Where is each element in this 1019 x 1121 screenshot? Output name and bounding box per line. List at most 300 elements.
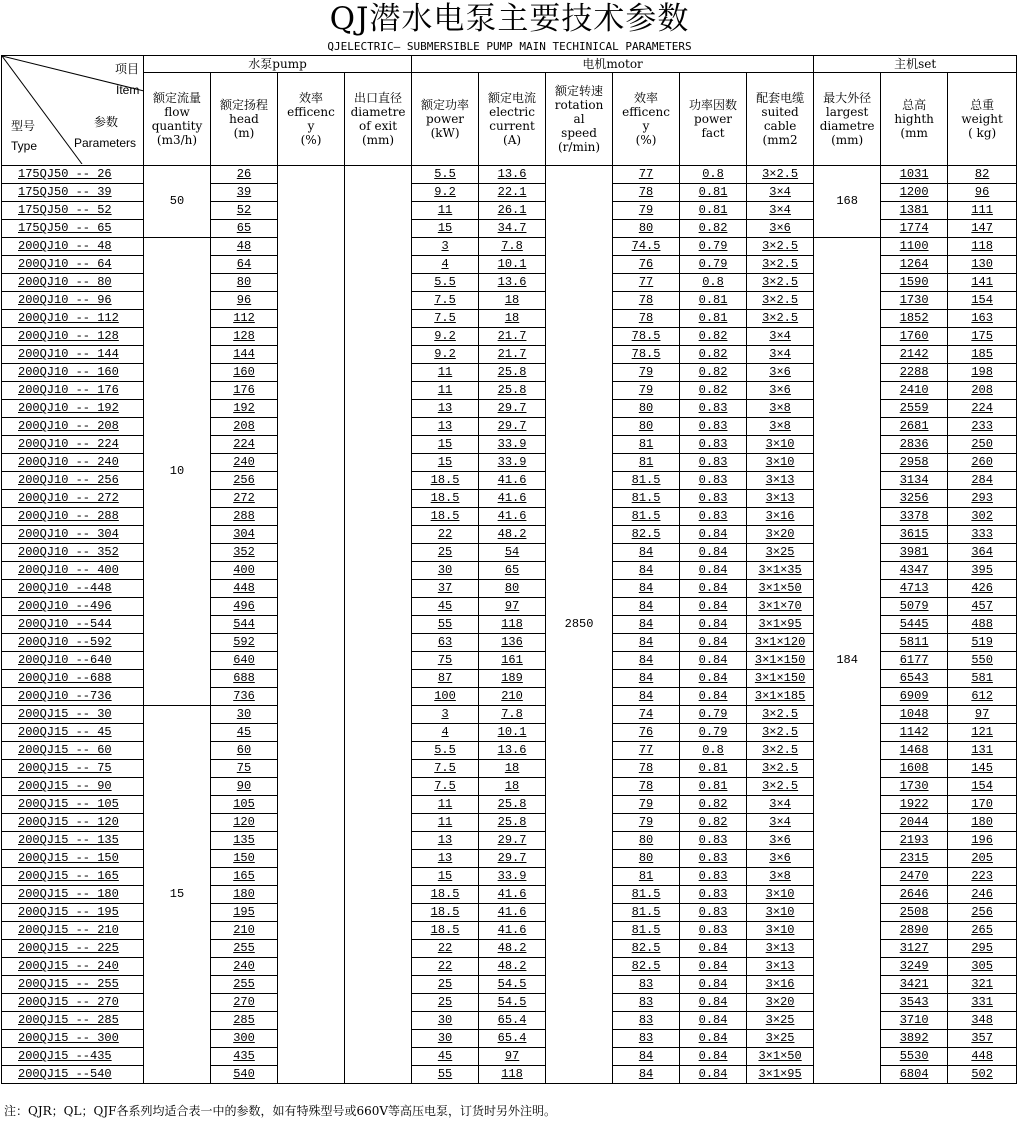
model-cell: 200QJ10 -- 48 [2, 238, 144, 256]
weight-cell: 448 [948, 1048, 1017, 1066]
current-cell: 18 [479, 310, 546, 328]
head-cell: 75 [211, 760, 278, 778]
current-cell: 29.7 [479, 850, 546, 868]
power-cell: 5.5 [412, 274, 479, 292]
height-cell: 2958 [881, 454, 948, 472]
power-cell: 5.5 [412, 742, 479, 760]
motor-efficiency-cell: 84 [613, 544, 680, 562]
column-header-line: (%) [300, 133, 322, 147]
motor-efficiency-cell: 83 [613, 1012, 680, 1030]
power-factor-cell: 0.82 [680, 796, 747, 814]
power-cell: 15 [412, 436, 479, 454]
weight-cell: 121 [948, 724, 1017, 742]
column-header-cable [747, 73, 814, 166]
model-cell: 200QJ10 -- 64 [2, 256, 144, 274]
column-header-line: ( kg) [968, 126, 997, 140]
power-cell: 13 [412, 400, 479, 418]
model-cell: 200QJ10 -- 272 [2, 490, 144, 508]
power-factor-cell: 0.8 [680, 274, 747, 292]
column-header-line: 额定流量 [152, 91, 201, 105]
current-cell: 97 [479, 1048, 546, 1066]
column-header-motor-efficiency [613, 73, 680, 166]
model-cell: 200QJ10 --640 [2, 652, 144, 670]
head-cell: 592 [211, 634, 278, 652]
flow-cell: 10 [144, 238, 211, 706]
column-header-speed [546, 73, 613, 166]
power-factor-cell: 0.82 [680, 382, 747, 400]
height-cell: 3134 [881, 472, 948, 490]
column-header-line: electric [489, 105, 535, 119]
head-cell: 64 [211, 256, 278, 274]
head-cell: 255 [211, 976, 278, 994]
cable-cell: 3×6 [747, 382, 814, 400]
head-cell: 240 [211, 454, 278, 472]
head-cell: 26 [211, 166, 278, 184]
height-cell: 3378 [881, 508, 948, 526]
head-cell: 448 [211, 580, 278, 598]
current-cell: 41.6 [479, 472, 546, 490]
power-cell: 9.2 [412, 184, 479, 202]
column-header-line: cable [763, 119, 797, 133]
model-cell: 200QJ10 -- 400 [2, 562, 144, 580]
current-cell: 13.6 [479, 742, 546, 760]
column-header-line: 额定扬程 [219, 98, 268, 112]
weight-cell: 147 [948, 220, 1017, 238]
head-cell: 240 [211, 958, 278, 976]
column-header-line: 出口直径 [354, 91, 403, 105]
model-cell: 200QJ10 -- 160 [2, 364, 144, 382]
motor-efficiency-cell: 80 [613, 220, 680, 238]
height-cell: 1381 [881, 202, 948, 220]
head-cell: 270 [211, 994, 278, 1012]
current-cell: 21.7 [479, 346, 546, 364]
height-cell: 3892 [881, 1030, 948, 1048]
current-cell: 7.8 [479, 238, 546, 256]
cable-cell: 3×8 [747, 418, 814, 436]
model-cell: 200QJ15 --540 [2, 1066, 144, 1084]
height-cell: 4713 [881, 580, 948, 598]
column-header-pump-efficiency [278, 73, 345, 166]
cable-cell: 3×4 [747, 814, 814, 832]
column-header-line: diametre [819, 119, 875, 133]
current-cell: 118 [479, 616, 546, 634]
cable-cell: 3×10 [747, 904, 814, 922]
power-cell: 75 [412, 652, 479, 670]
model-cell: 200QJ10 -- 144 [2, 346, 144, 364]
current-cell: 48.2 [479, 526, 546, 544]
power-cell: 3 [412, 238, 479, 256]
cable-cell: 3×25 [747, 544, 814, 562]
power-factor-cell: 0.8 [680, 742, 747, 760]
column-header-line: flow [164, 105, 190, 119]
power-factor-cell: 0.84 [680, 688, 747, 706]
motor-efficiency-cell: 84 [613, 598, 680, 616]
weight-cell: 141 [948, 274, 1017, 292]
motor-efficiency-cell: 81 [613, 436, 680, 454]
cable-cell: 3×10 [747, 922, 814, 940]
weight-cell: 82 [948, 166, 1017, 184]
power-factor-cell: 0.83 [680, 904, 747, 922]
model-cell: 200QJ15 -- 270 [2, 994, 144, 1012]
motor-efficiency-cell: 78 [613, 778, 680, 796]
motor-efficiency-cell: 82.5 [613, 940, 680, 958]
power-cell: 22 [412, 940, 479, 958]
current-cell: 210 [479, 688, 546, 706]
column-header-line: 额定电流 [488, 91, 537, 105]
current-cell: 34.7 [479, 220, 546, 238]
model-cell: 200QJ15 -- 135 [2, 832, 144, 850]
column-header-line: (%) [635, 133, 657, 147]
weight-cell: 130 [948, 256, 1017, 274]
column-header-line: suited [761, 105, 799, 119]
cable-cell: 3×20 [747, 526, 814, 544]
head-cell: 150 [211, 850, 278, 868]
cable-cell: 3×6 [747, 850, 814, 868]
column-header-line: 总高 [902, 98, 927, 112]
weight-cell: 260 [948, 454, 1017, 472]
height-cell: 1730 [881, 778, 948, 796]
power-cell: 11 [412, 796, 479, 814]
weight-cell: 331 [948, 994, 1017, 1012]
column-header-line: weight [961, 112, 1003, 126]
motor-efficiency-cell: 76 [613, 724, 680, 742]
column-header-exit-diameter [345, 73, 412, 166]
parameters-table [1, 55, 1017, 1084]
current-cell: 7.8 [479, 706, 546, 724]
current-cell: 10.1 [479, 256, 546, 274]
corner-type-cn: 型号 [11, 119, 36, 133]
model-cell: 200QJ10 -- 256 [2, 472, 144, 490]
column-header-line: (A) [503, 133, 522, 147]
head-cell: 128 [211, 328, 278, 346]
current-cell: 29.7 [479, 400, 546, 418]
weight-cell: 154 [948, 778, 1017, 796]
motor-efficiency-cell: 78 [613, 760, 680, 778]
weight-cell: 97 [948, 706, 1017, 724]
height-cell: 5530 [881, 1048, 948, 1066]
height-cell: 6804 [881, 1066, 948, 1084]
current-cell: 54.5 [479, 994, 546, 1012]
head-cell: 176 [211, 382, 278, 400]
motor-efficiency-cell: 77 [613, 274, 680, 292]
motor-efficiency-cell: 81.5 [613, 490, 680, 508]
power-factor-cell: 0.84 [680, 652, 747, 670]
power-factor-cell: 0.81 [680, 184, 747, 202]
column-header-line: 配套电缆 [756, 91, 805, 105]
weight-cell: 333 [948, 526, 1017, 544]
model-cell: 200QJ15 -- 165 [2, 868, 144, 886]
current-cell: 136 [479, 634, 546, 652]
current-cell: 26.1 [479, 202, 546, 220]
height-cell: 5445 [881, 616, 948, 634]
motor-efficiency-cell: 77 [613, 742, 680, 760]
power-cell: 13 [412, 832, 479, 850]
weight-cell: 321 [948, 976, 1017, 994]
model-cell: 200QJ15 -- 150 [2, 850, 144, 868]
height-cell: 3710 [881, 1012, 948, 1030]
column-header-line: (mm2 [762, 133, 798, 147]
height-cell: 3256 [881, 490, 948, 508]
head-cell: 135 [211, 832, 278, 850]
model-cell: 200QJ15 -- 300 [2, 1030, 144, 1048]
weight-cell: 118 [948, 238, 1017, 256]
column-header-line: 总重 [970, 98, 995, 112]
power-factor-cell: 0.84 [680, 994, 747, 1012]
cable-cell: 3×1×150 [747, 670, 814, 688]
head-cell: 736 [211, 688, 278, 706]
power-factor-cell: 0.83 [680, 508, 747, 526]
height-cell: 1048 [881, 706, 948, 724]
head-cell: 540 [211, 1066, 278, 1084]
power-factor-cell: 0.82 [680, 364, 747, 382]
current-cell: 41.6 [479, 490, 546, 508]
motor-efficiency-cell: 84 [613, 562, 680, 580]
head-cell: 45 [211, 724, 278, 742]
weight-cell: 612 [948, 688, 1017, 706]
power-cell: 55 [412, 616, 479, 634]
weight-cell: 131 [948, 742, 1017, 760]
power-factor-cell: 0.84 [680, 1048, 747, 1066]
power-cell: 7.5 [412, 778, 479, 796]
cable-cell: 3×2.5 [747, 706, 814, 724]
motor-efficiency-cell: 80 [613, 418, 680, 436]
power-factor-cell: 0.84 [680, 562, 747, 580]
motor-efficiency-cell: 79 [613, 796, 680, 814]
column-header-line: (m) [233, 126, 255, 140]
power-factor-cell: 0.83 [680, 886, 747, 904]
power-factor-cell: 0.79 [680, 256, 747, 274]
cable-cell: 3×1×95 [747, 1066, 814, 1084]
model-cell: 175QJ50 -- 39 [2, 184, 144, 202]
height-cell: 6909 [881, 688, 948, 706]
power-factor-cell: 0.8 [680, 166, 747, 184]
power-cell: 15 [412, 454, 479, 472]
table-row [2, 238, 1017, 256]
motor-efficiency-cell: 83 [613, 976, 680, 994]
power-factor-cell: 0.84 [680, 940, 747, 958]
power-factor-cell: 0.83 [680, 832, 747, 850]
cable-cell: 3×25 [747, 1012, 814, 1030]
footnote: 注：QJR；QL；QJF各系列均适合表一中的参数，如有特殊型号或660V等高压电泵，订货时另外注明。 [4, 1104, 557, 1118]
height-cell: 2193 [881, 832, 948, 850]
table-header [2, 56, 1017, 166]
model-cell: 200QJ10 -- 352 [2, 544, 144, 562]
weight-cell: 185 [948, 346, 1017, 364]
speed-cell: 2850 [546, 166, 613, 1084]
group-header-motor: 电机motor [412, 56, 814, 73]
model-cell: 200QJ15 --435 [2, 1048, 144, 1066]
motor-efficiency-cell: 81.5 [613, 904, 680, 922]
height-cell: 3127 [881, 940, 948, 958]
model-cell: 200QJ15 -- 285 [2, 1012, 144, 1030]
power-factor-cell: 0.84 [680, 670, 747, 688]
head-cell: 90 [211, 778, 278, 796]
weight-cell: 223 [948, 868, 1017, 886]
head-cell: 272 [211, 490, 278, 508]
head-cell: 195 [211, 904, 278, 922]
column-header-line: (r/min) [558, 140, 601, 154]
cable-cell: 3×4 [747, 184, 814, 202]
power-cell: 87 [412, 670, 479, 688]
power-factor-cell: 0.84 [680, 634, 747, 652]
head-cell: 144 [211, 346, 278, 364]
model-cell: 200QJ15 -- 120 [2, 814, 144, 832]
motor-efficiency-cell: 84 [613, 688, 680, 706]
weight-cell: 519 [948, 634, 1017, 652]
height-cell: 1760 [881, 328, 948, 346]
weight-cell: 233 [948, 418, 1017, 436]
head-cell: 160 [211, 364, 278, 382]
height-cell: 3421 [881, 976, 948, 994]
head-cell: 255 [211, 940, 278, 958]
height-cell: 1200 [881, 184, 948, 202]
power-cell: 4 [412, 256, 479, 274]
column-header-power-factor [680, 73, 747, 166]
current-cell: 25.8 [479, 382, 546, 400]
height-cell: 3249 [881, 958, 948, 976]
model-cell: 200QJ10 --592 [2, 634, 144, 652]
power-cell: 18.5 [412, 508, 479, 526]
weight-cell: 96 [948, 184, 1017, 202]
column-header-line: 效率 [634, 91, 659, 105]
height-cell: 1264 [881, 256, 948, 274]
cable-cell: 3×1×120 [747, 634, 814, 652]
model-cell: 200QJ10 --448 [2, 580, 144, 598]
power-cell: 45 [412, 1048, 479, 1066]
cable-cell: 3×13 [747, 472, 814, 490]
corner-item-en: Item [116, 83, 140, 97]
column-header-head [211, 73, 278, 166]
power-cell: 11 [412, 814, 479, 832]
cable-cell: 3×1×150 [747, 652, 814, 670]
head-cell: 39 [211, 184, 278, 202]
motor-efficiency-cell: 81 [613, 454, 680, 472]
weight-cell: 305 [948, 958, 1017, 976]
head-cell: 65 [211, 220, 278, 238]
cable-cell: 3×1×50 [747, 1048, 814, 1066]
height-cell: 2890 [881, 922, 948, 940]
head-cell: 435 [211, 1048, 278, 1066]
weight-cell: 348 [948, 1012, 1017, 1030]
cable-cell: 3×13 [747, 958, 814, 976]
motor-efficiency-cell: 84 [613, 1066, 680, 1084]
column-header-height [881, 73, 948, 166]
cable-cell: 3×8 [747, 868, 814, 886]
current-cell: 10.1 [479, 724, 546, 742]
column-header-line: 额定转速 [555, 84, 604, 98]
current-cell: 118 [479, 1066, 546, 1084]
height-cell: 1922 [881, 796, 948, 814]
power-factor-cell: 0.82 [680, 328, 747, 346]
current-cell: 25.8 [479, 796, 546, 814]
column-header-line: (mm [900, 126, 928, 140]
power-factor-cell: 0.81 [680, 202, 747, 220]
power-factor-cell: 0.83 [680, 490, 747, 508]
model-cell: 200QJ15 -- 210 [2, 922, 144, 940]
cable-cell: 3×4 [747, 328, 814, 346]
power-cell: 18.5 [412, 922, 479, 940]
model-cell: 200QJ15 -- 90 [2, 778, 144, 796]
power-cell: 22 [412, 526, 479, 544]
cable-cell: 3×2.5 [747, 742, 814, 760]
column-header-weight [948, 73, 1017, 166]
motor-efficiency-cell: 78.5 [613, 346, 680, 364]
head-cell: 640 [211, 652, 278, 670]
flow-cell: 15 [144, 706, 211, 1084]
weight-cell: 293 [948, 490, 1017, 508]
height-cell: 1142 [881, 724, 948, 742]
power-factor-cell: 0.83 [680, 454, 747, 472]
corner-item-cn: 项目 [115, 62, 140, 76]
column-header-line: efficenc [287, 105, 335, 119]
weight-cell: 175 [948, 328, 1017, 346]
motor-efficiency-cell: 78.5 [613, 328, 680, 346]
head-cell: 120 [211, 814, 278, 832]
height-cell: 1100 [881, 238, 948, 256]
weight-cell: 295 [948, 940, 1017, 958]
exit-diameter-cell [345, 166, 412, 1084]
height-cell: 1608 [881, 760, 948, 778]
power-cell: 18.5 [412, 886, 479, 904]
motor-efficiency-cell: 78 [613, 292, 680, 310]
motor-efficiency-cell: 81 [613, 868, 680, 886]
weight-cell: 224 [948, 400, 1017, 418]
cable-cell: 3×1×95 [747, 616, 814, 634]
weight-cell: 395 [948, 562, 1017, 580]
current-cell: 189 [479, 670, 546, 688]
head-cell: 496 [211, 598, 278, 616]
motor-efficiency-cell: 84 [613, 652, 680, 670]
corner-header-cell [2, 56, 144, 166]
power-factor-cell: 0.81 [680, 310, 747, 328]
power-cell: 30 [412, 562, 479, 580]
column-header-largest-diameter [814, 73, 881, 166]
column-header-line: diametre [350, 105, 406, 119]
head-cell: 256 [211, 472, 278, 490]
model-cell: 175QJ50 -- 65 [2, 220, 144, 238]
power-factor-cell: 0.83 [680, 868, 747, 886]
height-cell: 4347 [881, 562, 948, 580]
power-factor-cell: 0.84 [680, 976, 747, 994]
head-cell: 48 [211, 238, 278, 256]
current-cell: 54.5 [479, 976, 546, 994]
head-cell: 304 [211, 526, 278, 544]
cable-cell: 3×10 [747, 886, 814, 904]
height-cell: 2410 [881, 382, 948, 400]
cable-cell: 3×2.5 [747, 778, 814, 796]
page-title: QJ潜水电泵主要技术参数 [329, 1, 690, 37]
head-cell: 688 [211, 670, 278, 688]
power-factor-cell: 0.84 [680, 598, 747, 616]
head-cell: 400 [211, 562, 278, 580]
column-header-line: quantity [151, 119, 203, 133]
height-cell: 2646 [881, 886, 948, 904]
cable-cell: 3×20 [747, 994, 814, 1012]
table-body [2, 166, 1017, 1084]
power-factor-cell: 0.79 [680, 238, 747, 256]
height-cell: 1468 [881, 742, 948, 760]
power-factor-cell: 0.84 [680, 1012, 747, 1030]
weight-cell: 180 [948, 814, 1017, 832]
weight-cell: 154 [948, 292, 1017, 310]
power-factor-cell: 0.82 [680, 220, 747, 238]
motor-efficiency-cell: 84 [613, 616, 680, 634]
group-header-pump: 水泵pump [144, 56, 412, 73]
height-cell: 6177 [881, 652, 948, 670]
motor-efficiency-cell: 83 [613, 1030, 680, 1048]
cable-cell: 3×25 [747, 1030, 814, 1048]
motor-efficiency-cell: 79 [613, 202, 680, 220]
